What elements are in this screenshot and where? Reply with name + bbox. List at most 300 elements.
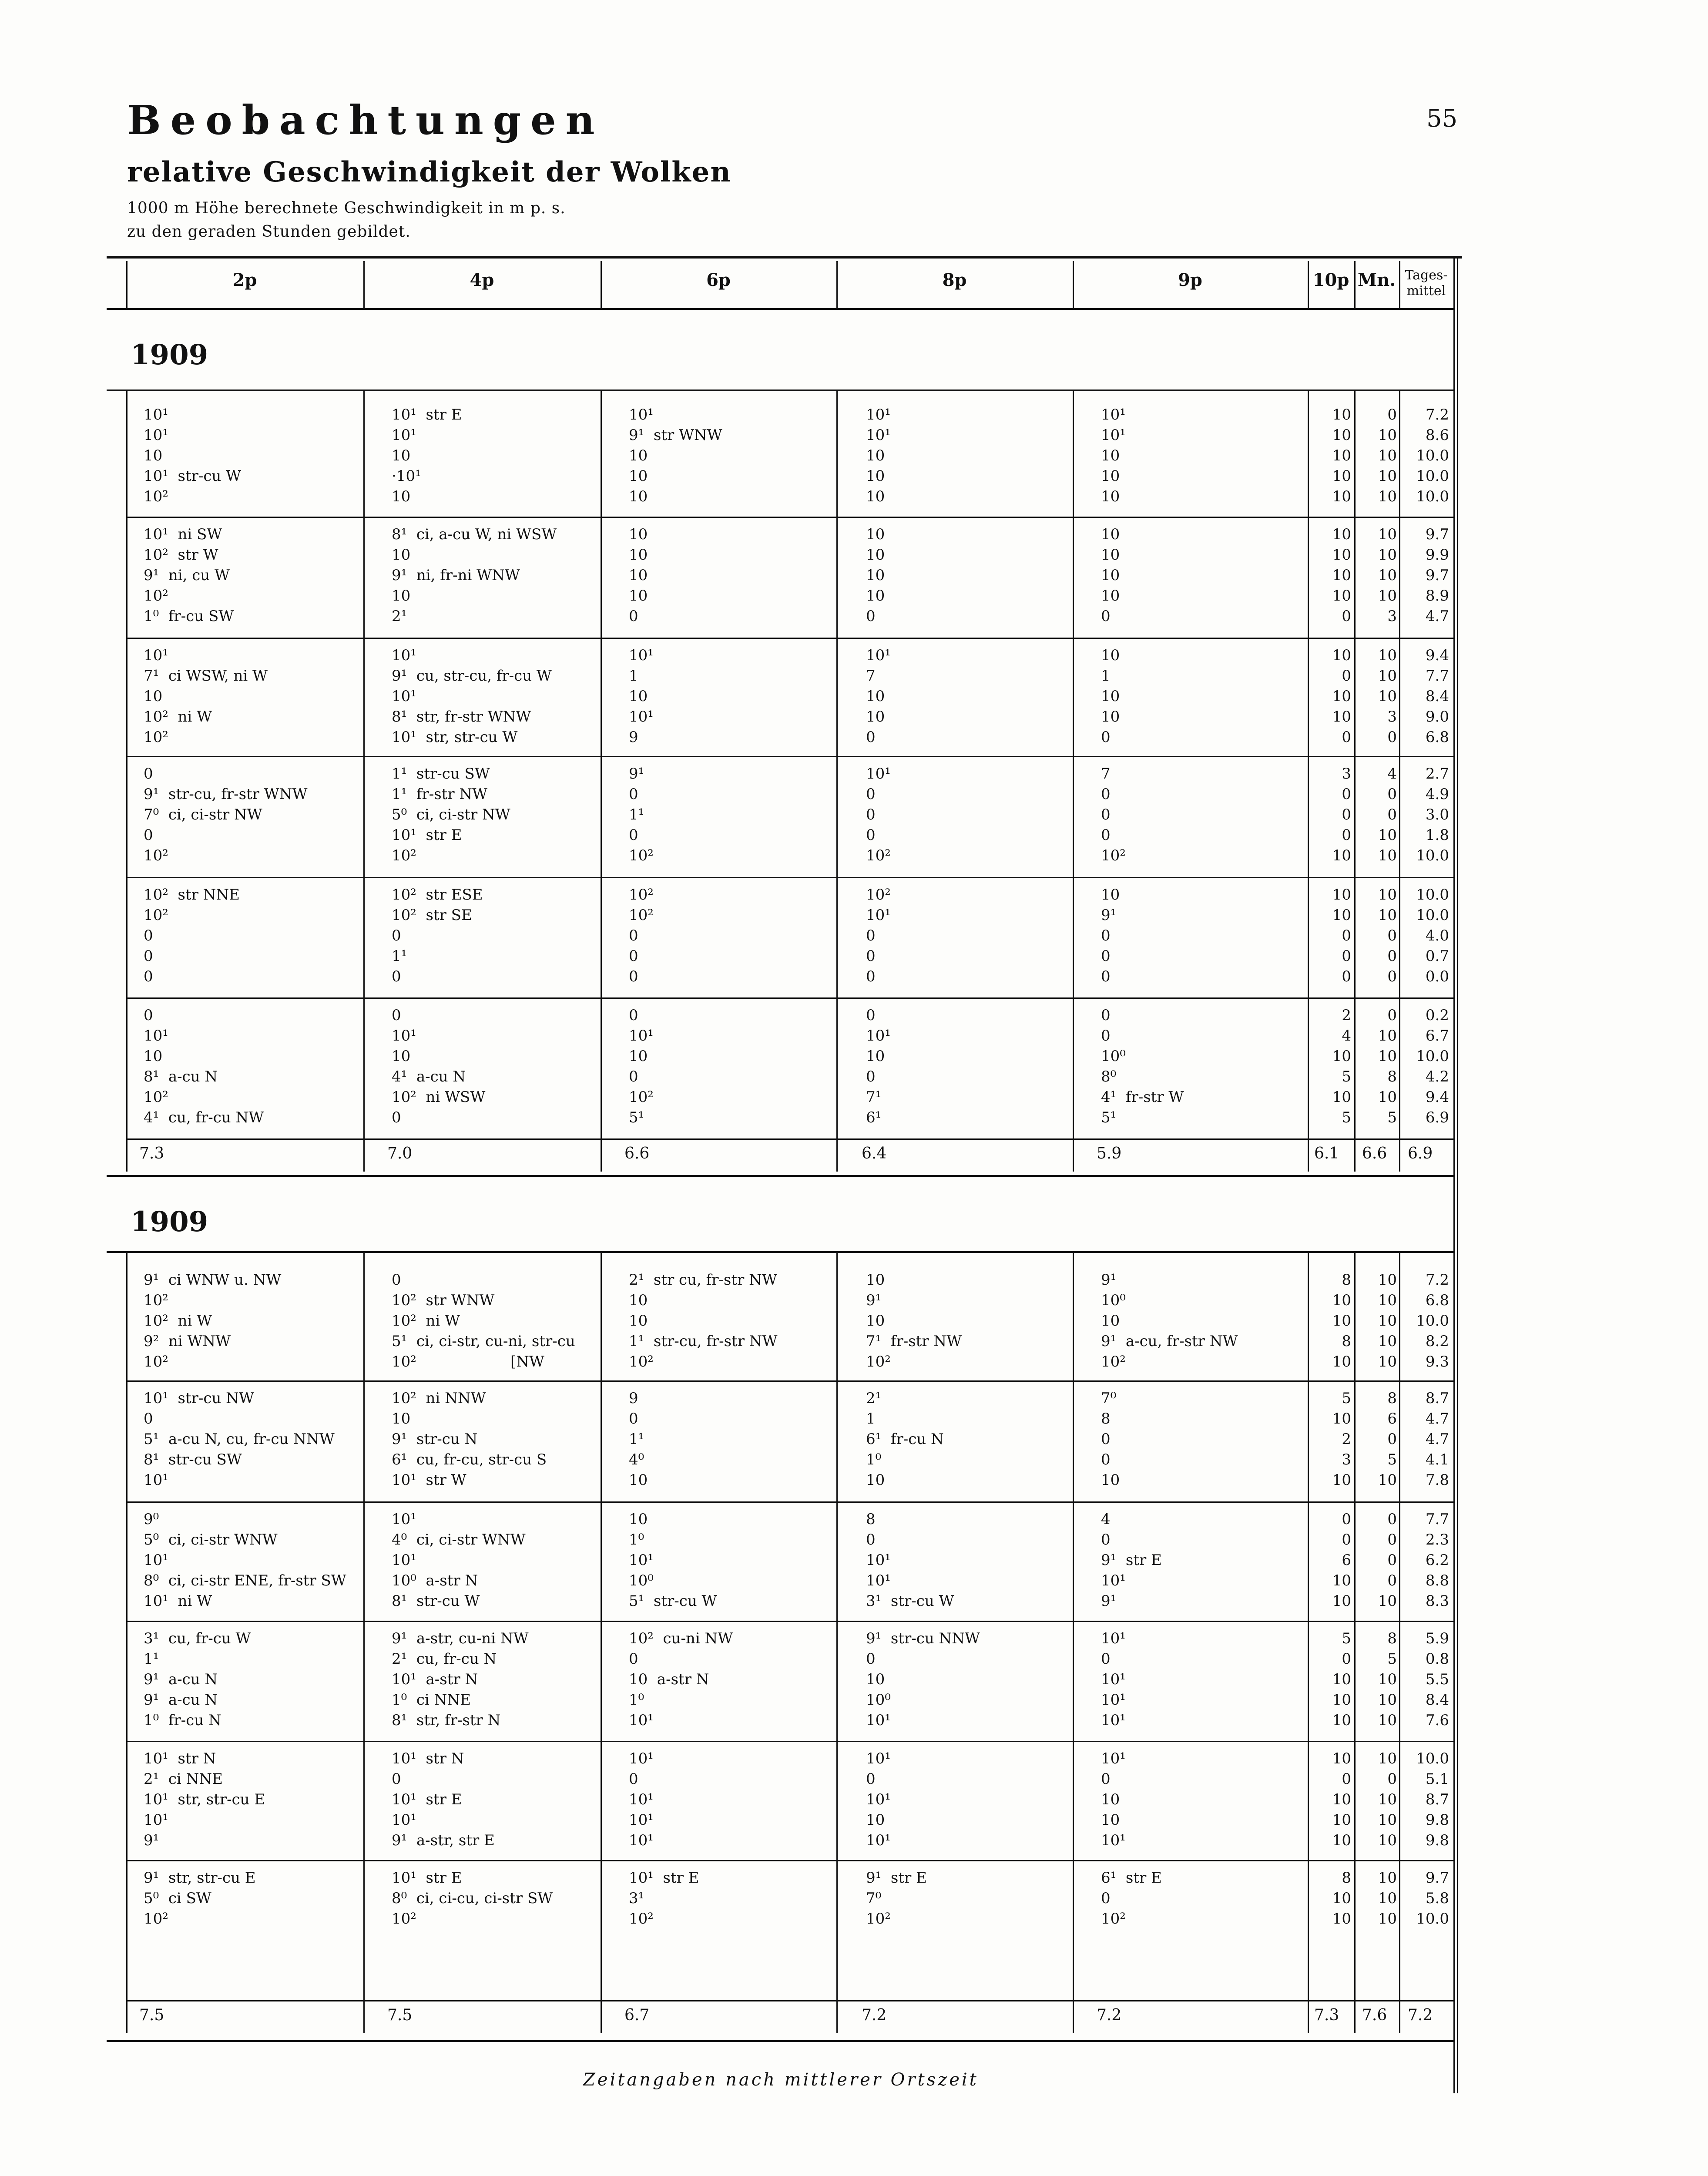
table-cell: 10 — [629, 688, 648, 705]
table-cell: 10 — [629, 1292, 648, 1309]
table-cell: 0 — [1387, 406, 1397, 423]
table-cell: 9.7 — [1425, 526, 1449, 543]
table-cell: 10¹ — [866, 1572, 891, 1589]
table-cell: 6¹ — [866, 1109, 882, 1126]
table-cell: 10¹ — [1101, 406, 1126, 423]
table-cell: 9.3 — [1425, 1353, 1449, 1370]
table-cell: 10¹ — [866, 426, 891, 444]
table-cell: 0 — [629, 947, 638, 965]
table-cell: 10² — [144, 1353, 168, 1370]
mean-value: 6.9 — [1408, 1145, 1433, 1162]
group-divider — [126, 638, 1453, 639]
table-cell: 7⁰ ci, ci-str NW — [144, 806, 262, 823]
table-cell: 10¹ — [629, 1811, 654, 1829]
note-line-1: 1000 m Höhe berechnete Geschwindigkeit in m p. s. — [127, 199, 566, 217]
table-cell: 0 — [1387, 1431, 1397, 1448]
table-cell: 10 — [866, 708, 885, 725]
table-cell: 0 — [1387, 968, 1397, 985]
table-cell: 0 — [1101, 1027, 1111, 1044]
table-cell: 8 — [1387, 1630, 1397, 1647]
table-cell: 10 — [1332, 1048, 1351, 1065]
table-cell: 10 — [866, 488, 885, 505]
table-cell: 9¹ — [1101, 1271, 1117, 1289]
table-cell: 9¹ — [1101, 1592, 1117, 1610]
table-cell: 0 — [629, 927, 638, 944]
table-cell: 10 — [866, 567, 885, 584]
column-divider — [601, 1252, 602, 2033]
section-bottom-rule — [107, 1175, 1455, 1177]
table-cell: 10 — [1101, 587, 1120, 604]
table-cell: 10 — [1378, 567, 1397, 584]
page-title: Beobachtungen — [127, 97, 604, 144]
table-cell: 0 — [1342, 968, 1351, 985]
table-cell: 10² — [1101, 1910, 1126, 1928]
column-divider — [1073, 390, 1074, 1172]
table-cell: 10 — [629, 447, 648, 464]
table-cell: 10¹ — [866, 1551, 891, 1569]
header-col-8p: 8p — [942, 270, 967, 290]
table-cell: 10 — [1101, 447, 1120, 464]
table-cell: 8 — [1387, 1390, 1397, 1407]
table-cell: 10 — [866, 1312, 885, 1330]
table-cell: 10 — [1101, 1811, 1120, 1829]
header-col-divider — [1354, 261, 1356, 308]
table-cell: 0 — [629, 1410, 638, 1427]
table-cell: 10 — [1378, 526, 1397, 543]
table-cell: 1¹ str-cu, fr-str NW — [629, 1333, 778, 1350]
table-cell: 9.4 — [1425, 1088, 1449, 1106]
table-cell: 10¹ a-str N — [392, 1671, 478, 1688]
table-cell: 10² str NNE — [144, 886, 240, 903]
header-col-divider — [601, 261, 602, 308]
table-cell: 5 — [1387, 1650, 1397, 1668]
table-cell: 10 — [866, 447, 885, 464]
table-cell: 10¹ str E — [392, 1791, 462, 1808]
table-cell: 10¹ — [1101, 1691, 1126, 1709]
table-cell: 9¹ str WNW — [629, 426, 722, 444]
table-cell: 0 — [1342, 786, 1351, 803]
table-cell: 10² — [144, 488, 168, 505]
group-divider — [126, 756, 1453, 757]
table-cell: 2.7 — [1425, 765, 1449, 782]
column-divider — [1308, 1252, 1309, 2033]
mean-value: 6.7 — [624, 2006, 650, 2024]
table-cell: 0 — [1387, 1531, 1397, 1548]
table-cell: 10¹ — [629, 1027, 654, 1044]
table-cell: 10¹ — [866, 1712, 891, 1729]
column-divider — [836, 1252, 838, 2033]
table-cell: 0 — [629, 608, 638, 625]
table-cell: 6¹ str E — [1101, 1869, 1162, 1887]
mean-value: 5.9 — [1097, 1145, 1122, 1162]
table-cell: 1.8 — [1425, 826, 1449, 844]
table-cell: 5 — [1342, 1390, 1351, 1407]
table-cell: 7 — [866, 667, 876, 685]
table-cell: 10 — [1378, 1691, 1397, 1709]
table-cell: 1¹ fr-str NW — [392, 786, 488, 803]
table-cell: 7¹ fr-str NW — [866, 1333, 962, 1350]
table-cell: 10² ni NNW — [392, 1390, 486, 1407]
table-cell: 0 — [1387, 1511, 1397, 1528]
table-cell: 10² — [392, 1910, 416, 1928]
table-cell: 10.0 — [1416, 1048, 1449, 1065]
table-right-border-inner — [1457, 257, 1458, 2093]
table-cell: 10¹ str N — [392, 1750, 464, 1767]
table-cell: 8.4 — [1425, 688, 1449, 705]
table-cell: 8⁰ — [1101, 1068, 1117, 1085]
table-cell: 10 — [1101, 488, 1120, 505]
table-cell: 6 — [1387, 1410, 1397, 1427]
table-cell: 10¹ str E — [392, 406, 462, 423]
table-cell: 0 — [144, 1410, 153, 1427]
table-cell: 1¹ — [629, 806, 644, 823]
table-cell: 4¹ a-cu N — [392, 1068, 466, 1085]
table-cell: 4.2 — [1425, 1068, 1449, 1085]
table-cell: 10¹ str N — [144, 1750, 216, 1767]
table-cell: 0 — [629, 1007, 638, 1024]
table-cell: 0 — [1387, 1007, 1397, 1024]
table-cell: 5.8 — [1425, 1890, 1449, 1907]
table-cell: 0 — [1101, 729, 1111, 746]
table-cell: 4 — [1101, 1511, 1111, 1528]
table-cell: 6.7 — [1425, 1027, 1449, 1044]
table-cell: 10¹ — [866, 765, 891, 782]
table-cell: 1¹ — [144, 1650, 159, 1668]
table-cell: 1 — [866, 1410, 876, 1427]
header-col-divider — [1073, 261, 1074, 308]
table-cell: 7.2 — [1425, 1271, 1449, 1289]
table-cell: 2¹ cu, fr-cu N — [392, 1650, 497, 1668]
table-cell: 0 — [1342, 806, 1351, 823]
table-cell: 5 — [1387, 1451, 1397, 1468]
table-cell: 10 — [1332, 1791, 1351, 1808]
table-cell: 0 — [1387, 729, 1397, 746]
table-cell: 10 — [1378, 1353, 1397, 1370]
table-cell: 10 — [1378, 1471, 1397, 1489]
table-cell: 4 — [1342, 1027, 1351, 1044]
year-label: 1909 — [131, 339, 208, 371]
mean-value: 7.0 — [387, 1145, 413, 1162]
table-cell: 5.5 — [1425, 1671, 1449, 1688]
table-cell: 6¹ fr-cu N — [866, 1431, 944, 1448]
table-cell: 10² — [144, 907, 168, 924]
table-cell: 10.0 — [1416, 847, 1449, 864]
table-cell: 10¹ — [392, 647, 416, 664]
table-cell: 10 — [1378, 467, 1397, 485]
table-cell: 0 — [866, 947, 876, 965]
column-divider — [1354, 390, 1356, 1172]
table-cell: 10 — [1332, 907, 1351, 924]
table-cell: 1 — [1101, 667, 1111, 685]
mean-value: 6.6 — [1362, 1145, 1387, 1162]
table-cell: 10¹ — [392, 1811, 416, 1829]
table-cell: 9¹ a-str, cu-ni NW — [392, 1630, 529, 1647]
table-cell: 9¹ — [1101, 907, 1117, 924]
table-cell: 0.7 — [1425, 947, 1449, 965]
group-divider — [126, 877, 1453, 878]
table-cell: 0 — [866, 968, 876, 985]
table-cell: 10² — [866, 1910, 891, 1928]
table-cell: 5.9 — [1425, 1630, 1449, 1647]
table-cell: 10 — [629, 467, 648, 485]
table-cell: 8¹ str, fr-str N — [392, 1712, 501, 1729]
table-cell: 10 — [629, 546, 648, 564]
table-cell: 8¹ str-cu SW — [144, 1451, 242, 1468]
table-cell: 10 — [392, 1410, 411, 1427]
table-cell: 10 — [1101, 567, 1120, 584]
mean-value: 7.2 — [862, 2006, 887, 2024]
table-cell: 0 — [1387, 1551, 1397, 1569]
note-line-2: zu den geraden Stunden gebildet. — [127, 223, 411, 241]
header-col-6p: 6p — [706, 270, 731, 290]
table-cell: 3.0 — [1425, 806, 1449, 823]
table-cell: 0 — [866, 806, 876, 823]
table-cell: 0 — [392, 968, 401, 985]
table-cell: 6¹ cu, fr-cu, str-cu S — [392, 1451, 547, 1468]
table-cell: 1⁰ — [629, 1531, 644, 1548]
table-cell: 10¹ str E — [629, 1869, 699, 1887]
mean-value: 6.4 — [862, 1145, 887, 1162]
table-cell: 1⁰ ci NNE — [392, 1691, 471, 1709]
table-cell: 10 — [1378, 1671, 1397, 1688]
table-cell: 10 — [1378, 1832, 1397, 1849]
table-cell: 0 — [1101, 927, 1111, 944]
table-cell: 9¹ str, str-cu E — [144, 1869, 256, 1887]
table-cell: 10 — [1332, 447, 1351, 464]
mean-value: 7.2 — [1408, 2006, 1433, 2024]
group-divider — [126, 1860, 1453, 1861]
table-cell: 10² — [144, 1088, 168, 1106]
table-cell: 0 — [392, 1007, 401, 1024]
table-cell: 0 — [866, 1770, 876, 1788]
table-cell: 7⁰ — [1101, 1390, 1117, 1407]
table-cell: 10 — [866, 587, 885, 604]
table-cell: 0 — [1387, 1572, 1397, 1589]
table-cell: 8 — [1342, 1333, 1351, 1350]
table-cell: 10 — [629, 1048, 648, 1065]
table-cell: 0 — [1342, 947, 1351, 965]
table-cell: 0 — [629, 1770, 638, 1788]
table-cell: 10 — [1101, 708, 1120, 725]
table-cell: 1⁰ fr-cu N — [144, 1712, 221, 1729]
table-cell: 10² — [866, 847, 891, 864]
table-cell: 10 — [392, 447, 411, 464]
table-cell: 10 — [1332, 1910, 1351, 1928]
table-cell: 10² — [144, 1910, 168, 1928]
section-top-rule — [107, 390, 1455, 391]
table-cell: 10² — [144, 587, 168, 604]
table-cell: 10 — [629, 587, 648, 604]
table-cell: 10⁰ a-str N — [392, 1572, 478, 1589]
table-cell: 7.7 — [1425, 1511, 1449, 1528]
table-cell: 10¹ ni SW — [144, 526, 222, 543]
table-cell: 6.8 — [1425, 729, 1449, 746]
table-cell: 0 — [392, 1271, 401, 1289]
table-cell: 10 — [866, 1671, 885, 1688]
table-cell: 0 — [1101, 806, 1111, 823]
mean-value: 7.3 — [139, 1145, 164, 1162]
table-cell: 10² — [144, 847, 168, 864]
table-cell: 10 — [866, 1048, 885, 1065]
table-cell: 2 — [1342, 1007, 1351, 1024]
table-cell: 10 — [629, 567, 648, 584]
table-cell: 0 — [1387, 806, 1397, 823]
column-divider — [1399, 390, 1400, 1172]
column-divider — [1354, 1252, 1356, 2033]
table-cell: 10 — [1378, 488, 1397, 505]
header-col-10p: 10p — [1312, 270, 1349, 290]
table-top-rule — [107, 256, 1462, 259]
table-cell: ·10¹ — [392, 467, 421, 485]
table-cell: 0 — [1342, 1511, 1351, 1528]
table-cell: 1¹ — [629, 1431, 644, 1448]
table-cell: 10 — [1378, 1592, 1397, 1610]
group-divider — [126, 1621, 1453, 1622]
table-cell: 5¹ str-cu W — [629, 1592, 717, 1610]
table-cell: 10 — [392, 1048, 411, 1065]
table-cell: 10² ni W — [144, 708, 212, 725]
table-cell: 10 — [1378, 1869, 1397, 1887]
table-cell: 10 — [1332, 886, 1351, 903]
table-cell: 10¹ str W — [392, 1471, 466, 1489]
table-cell: 0 — [1101, 1531, 1111, 1548]
table-cell: 10 — [1101, 1791, 1120, 1808]
table-cell: 10² str WNW — [392, 1292, 495, 1309]
table-cell: 10 — [1378, 1271, 1397, 1289]
table-cell: 0 — [1101, 947, 1111, 965]
table-cell: 10 — [1378, 546, 1397, 564]
table-cell: 10¹ — [1101, 1671, 1126, 1688]
table-cell: 8.4 — [1425, 1691, 1449, 1709]
table-cell: 10¹ — [629, 406, 654, 423]
table-cell: 10 — [1332, 467, 1351, 485]
table-cell: 10 — [1332, 1471, 1351, 1489]
table-cell: 10 — [866, 526, 885, 543]
table-cell: 9¹ ci WNW u. NW — [144, 1271, 282, 1289]
table-cell: 0 — [144, 765, 153, 782]
table-cell: 7¹ — [866, 1088, 882, 1106]
table-cell: 10 — [1378, 426, 1397, 444]
table-cell: 10⁰ — [1101, 1292, 1126, 1309]
table-cell: 9.8 — [1425, 1832, 1449, 1849]
table-cell: 0 — [1342, 1531, 1351, 1548]
section-bottom-rule — [107, 2040, 1455, 2042]
table-cell: 10¹ — [629, 1832, 654, 1849]
header-col-divider — [126, 261, 128, 308]
group-divider — [126, 1380, 1453, 1382]
table-cell: 0 — [144, 826, 153, 844]
table-cell: 0 — [866, 826, 876, 844]
table-cell: 10¹ — [866, 1027, 891, 1044]
table-cell: 5 — [1342, 1109, 1351, 1126]
table-cell: 0 — [1101, 1650, 1111, 1668]
table-cell: 8⁰ ci, ci-str ENE, fr-str SW — [144, 1572, 346, 1589]
table-cell: 7.6 — [1425, 1712, 1449, 1729]
table-cell: 1⁰ — [866, 1451, 882, 1468]
table-cell: 0 — [392, 1109, 401, 1126]
table-cell: 10 — [144, 447, 163, 464]
table-cell: 10 — [1332, 1292, 1351, 1309]
table-cell: 10¹ — [1101, 1572, 1126, 1589]
table-cell: 0.2 — [1425, 1007, 1449, 1024]
table-cell: 8 — [1387, 1068, 1397, 1085]
table-cell: 10² ni W — [144, 1312, 212, 1330]
table-cell: 9.7 — [1425, 1869, 1449, 1887]
table-cell: 0 — [866, 608, 876, 625]
header-col-divider — [836, 261, 838, 308]
table-cell: 0 — [1387, 947, 1397, 965]
table-cell: 10 — [1378, 1292, 1397, 1309]
table-cell: 10¹ — [392, 426, 416, 444]
table-cell: 10⁰ — [866, 1691, 891, 1709]
table-cell: 10 — [1378, 587, 1397, 604]
table-cell: 4.7 — [1425, 1431, 1449, 1448]
table-cell: 10² — [144, 1292, 168, 1309]
table-cell: 10 — [1378, 907, 1397, 924]
table-cell: 10² ni WSW — [392, 1088, 486, 1106]
table-cell: 0 — [866, 1650, 876, 1668]
table-cell: 10 — [866, 546, 885, 564]
column-divider — [126, 390, 128, 1172]
table-cell: 10.0 — [1416, 447, 1449, 464]
table-cell: 10 — [1332, 1811, 1351, 1829]
table-cell: 10 a-str N — [629, 1671, 709, 1688]
table-cell: 10 — [1101, 647, 1120, 664]
column-divider — [1399, 1252, 1400, 2033]
table-cell: 9¹ — [629, 765, 644, 782]
header-tagesmittel-line2: mittel — [1406, 283, 1446, 299]
table-cell: 0 — [1342, 826, 1351, 844]
table-cell: 7.8 — [1425, 1471, 1449, 1489]
table-cell: 0 — [1387, 786, 1397, 803]
mean-value: 7.5 — [139, 2006, 164, 2024]
table-cell: 0 — [629, 968, 638, 985]
table-cell: 10 — [1332, 1312, 1351, 1330]
table-cell: 0 — [1101, 1890, 1111, 1907]
table-cell: 10² [NW — [392, 1353, 545, 1370]
table-cell: 9¹ a-cu N — [144, 1671, 218, 1688]
table-cell: 5 — [1387, 1109, 1397, 1126]
table-cell: 8¹ str-cu W — [392, 1592, 480, 1610]
table-cell: 4 — [1387, 765, 1397, 782]
table-cell: 10¹ — [144, 1551, 168, 1569]
table-cell: 10² — [1101, 847, 1126, 864]
table-cell: 5¹ — [1101, 1109, 1117, 1126]
table-cell: 0 — [1387, 927, 1397, 944]
table-cell: 10 — [1378, 1811, 1397, 1829]
table-cell: 7¹ ci WSW, ni W — [144, 667, 268, 685]
table-cell: 10 — [1332, 1712, 1351, 1729]
table-cell: 4.7 — [1425, 608, 1449, 625]
table-cell: 6.9 — [1425, 1109, 1449, 1126]
table-cell: 10² ni W — [392, 1312, 460, 1330]
column-divider — [363, 390, 365, 1172]
table-cell: 10 — [1101, 546, 1120, 564]
table-cell: 10 — [1378, 847, 1397, 864]
table-cell: 8.8 — [1425, 1572, 1449, 1589]
table-cell: 0 — [866, 1531, 876, 1548]
table-cell: 10 — [866, 467, 885, 485]
table-cell: 2¹ ci NNE — [144, 1770, 223, 1788]
table-cell: 10 — [1101, 1312, 1120, 1330]
group-divider — [126, 1501, 1453, 1503]
table-cell: 10 — [1332, 688, 1351, 705]
table-cell: 8.7 — [1425, 1390, 1449, 1407]
table-cell: 10 — [1332, 406, 1351, 423]
table-cell: 10¹ — [866, 647, 891, 664]
table-cell: 3¹ str-cu W — [866, 1592, 954, 1610]
table-cell: 10¹ — [392, 1027, 416, 1044]
